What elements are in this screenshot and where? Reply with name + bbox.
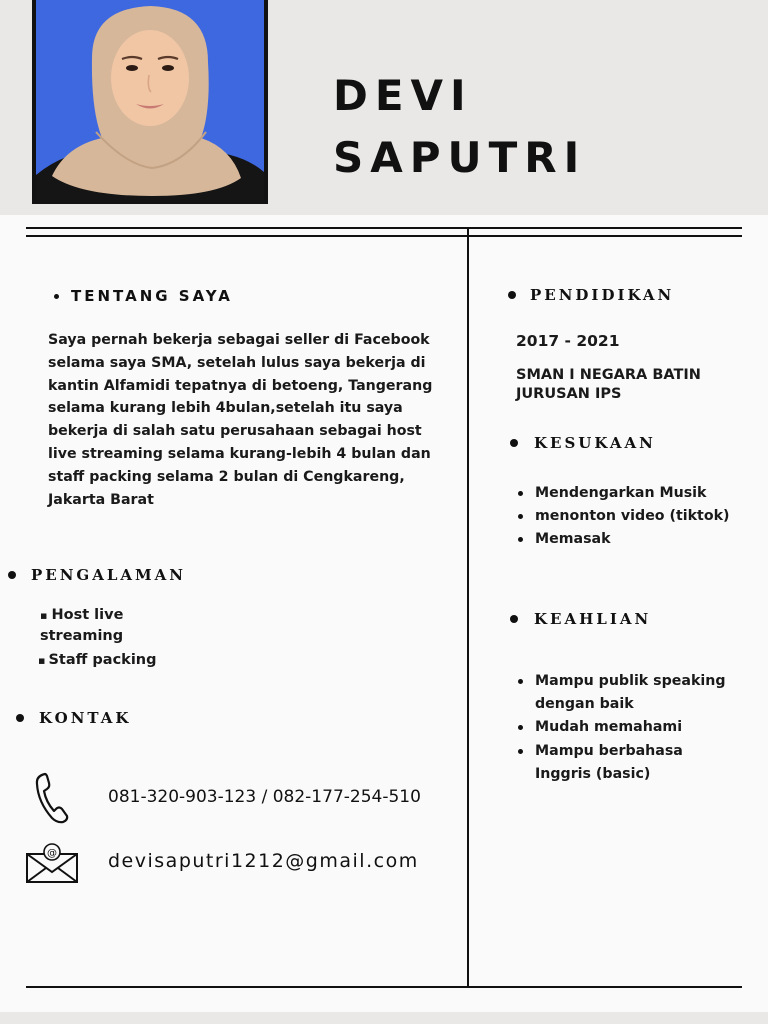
svg-text:@: @ [47,848,57,859]
contact-heading [16,709,131,727]
experience-item-line: streaming [40,628,124,644]
bullet-dot [508,291,516,299]
hobbies-title: KESUKAAN [534,434,656,452]
education-major: JURUSAN IPS [516,386,622,402]
hobbies-heading [510,434,656,452]
top-rule-1 [26,227,742,229]
list-item: Mendengarkan Musik [516,482,730,505]
about-line: live streaming selama kurang-lebih 4 bulan dan [48,445,431,462]
experience-item-line: ▪ Host live [40,607,124,623]
bullet-dot [510,439,518,447]
last-name: SAPUTRI [333,133,587,182]
about-title: TENTANG SAYA [71,287,233,305]
experience-item: ▪ Staff packing [38,652,157,668]
education-years: 2017 - 2021 [516,332,620,350]
phone-icon [32,772,72,831]
contact-email: devisaputri1212@gmail.com [108,850,419,872]
about-line: bekerja di salah satu perusahaan sebagai host [48,423,422,440]
about-paragraph [48,329,433,511]
experience-title: PENGALAMAN [31,566,187,584]
envelope-icon [25,842,79,889]
profile-photo-frame [32,0,268,204]
about-line: Saya pernah bekerja sebagai seller di Facebook [48,332,430,348]
about-line: selama kurang lebih 4bulan,setelah itu saya [48,400,403,417]
education-title: PENDIDIKAN [530,286,675,304]
top-rule-2 [26,235,742,237]
list-item: Mampu publik speaking dengan baik [516,670,726,716]
bullet-dot [16,714,24,722]
list-item: Mudah memahami [516,716,726,739]
footer-band [0,1012,768,1024]
bullet-dot [510,615,518,623]
first-name: DEVI [333,71,473,120]
skills-title: KEAHLIAN [534,610,652,628]
about-line: selama saya SMA, setelah lulus saya bekerja di [48,354,426,371]
hobbies-list [516,482,730,552]
experience-heading [8,566,186,584]
list-item: Memasak [516,528,730,551]
about-heading [54,287,233,305]
education-heading [508,286,674,304]
contact-phone: 081-320-903-123 / 082-177-254-510 [108,787,421,807]
list-item: Mampu berbahasa Inggris (basic) [516,740,726,786]
education-school: SMAN I NEGARA BATIN [516,367,701,383]
list-item: menonton video (tiktok) [516,505,730,528]
column-divider [467,228,469,988]
bullet-dot [54,294,59,299]
about-line: Jakarta Barat [48,491,154,508]
contact-title: KONTAK [39,709,132,727]
about-line: staff packing selama 2 bulan di Cengkareng, [48,468,405,485]
skills-list [516,670,726,786]
bottom-rule [26,986,742,988]
profile-photo [36,0,264,200]
experience-item [40,605,123,646]
skills-heading [510,610,651,628]
about-line: kantin Alfamidi tepatnya di betoeng, Tangerang [48,377,433,394]
bullet-dot [8,571,16,579]
